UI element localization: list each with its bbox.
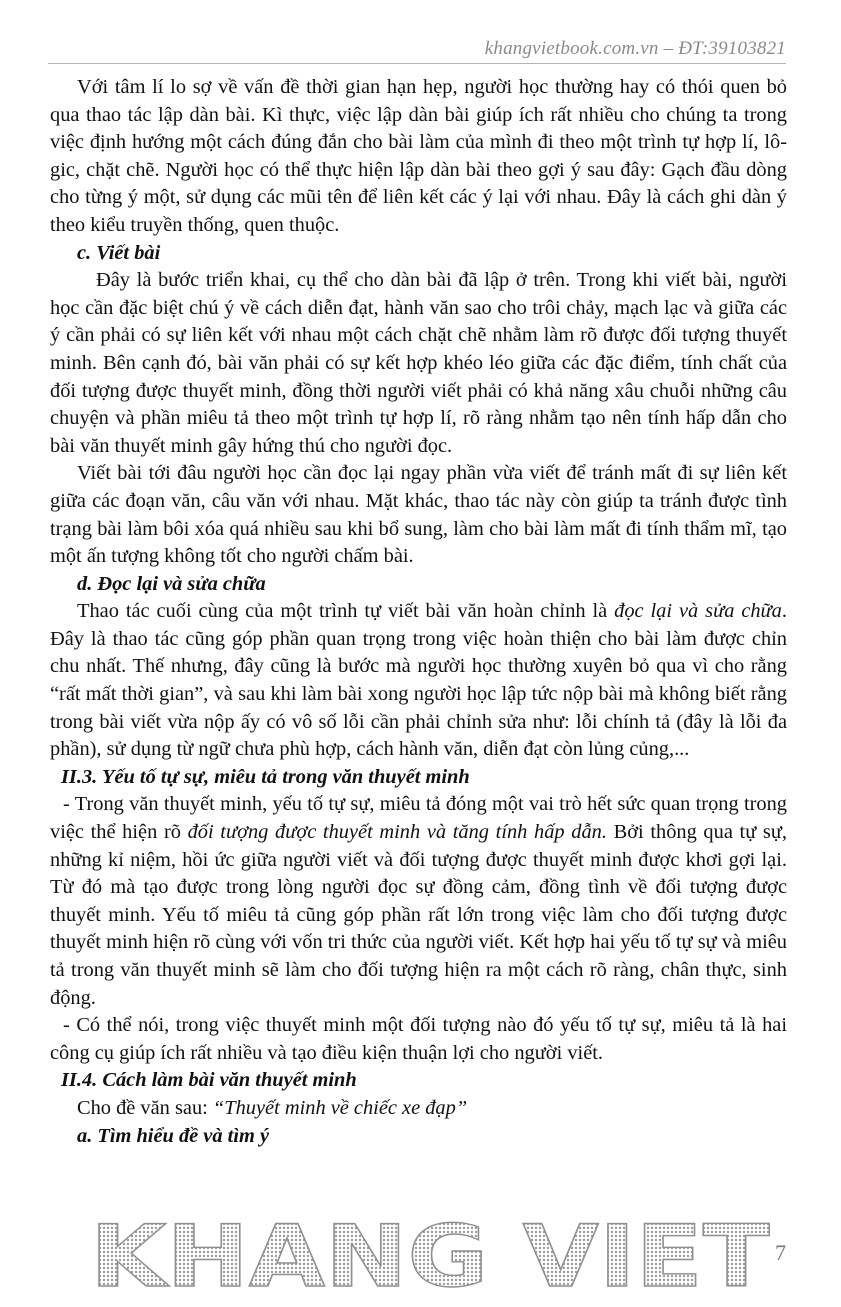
paragraph-doc-lai-ngay: Viết bài tới đâu người học cần đọc lại ngay phần vừa viết để tránh mất đi sự liên kết giữa các đoạn văn, câu văn với nhau. Mặt khác, thao tác này còn giúp ta tránh được tình trạng bài làm bôi xóa quá nhiều sau khi bổ sung, làm cho bài làm mất đi tính thẩm mĩ, tạo một ấn tượng không tốt cho người chấm bài.	[50, 462, 787, 568]
heading-doc-lai-sua-chua: d. Đọc lại và sửa chữa	[77, 572, 266, 595]
text-run: . Đây là thao tác cũng góp phần quan trọng trong việc hoàn thiện cho bài làm được chỉn chu nhất. Thế nhưng, đây cũng là bước mà người học thường xuyên bỏ qua vì cho rằng “rất mất thời gian”, và sau khi làm bài xong người học lập tức nộp bài mà không biết rằng trong bài viết vừa nộp ấy có vô số lỗi cần phải chỉnh sửa như: lỗi chính tả (đây là lỗi đa phần), sử dụng từ ngữ chưa phù hợp, cách hành văn, diễn đạt còn lủng củng,...	[50, 600, 787, 761]
paragraph-sua-chua	[50, 598, 787, 764]
emphasis-text: đọc lại và sửa chữa	[614, 600, 782, 623]
paragraph-dan-bai: Với tâm lí lo sợ về vấn đề thời gian hạn hẹp, người học thường hay có thói quen bỏ qua thao tác lập dàn bài. Kì thực, việc lập dàn bài giúp ích rất nhiều cho chúng ta trong việc định hướng một cách đúng đắn cho bài làm của mình đi theo một trình tự hợp lí, lô-gic, chặt chẽ. Người học có thể thực hiện lập dàn bài theo gợi ý sau đây: Gạch đầu dòng cho từng ý một, sử dụng các mũi tên để liên kết các ý lại với nhau. Đây là cách ghi dàn ý theo kiểu truyền thống, quen thuộc.	[50, 76, 787, 236]
heading-ii4: II.4. Cách làm bài văn thuyết minh	[61, 1069, 357, 1092]
emphasis-text: đối tượng được thuyết minh và tăng tính hấp dẫn.	[187, 821, 607, 844]
text-run: Cho đề văn sau:	[77, 1096, 213, 1119]
paragraph-de-van	[50, 1095, 787, 1123]
paragraph-cong-cu: - Có thể nói, trong việc thuyết minh một đối tượng nào đó yếu tố tự sự, miêu tả là hai công cụ giúp ích rất nhiều và tạo điều kiện thuận lợi cho người viết.	[50, 1014, 787, 1064]
paragraph-tu-su-mieu-ta	[50, 791, 787, 1012]
header-site-text: khangvietbook.com.vn – ĐT:39103821	[484, 38, 786, 59]
text-run: - Trong văn thuyết minh, yếu tố tự sự, miêu tả đóng một vai trò hết sức quan trọng trong việc thể hiện rõ	[50, 793, 787, 844]
heading-viet-bai: c. Viết bài	[77, 241, 161, 264]
heading-tim-hieu-de: a. Tìm hiểu đề và tìm ý	[77, 1124, 269, 1147]
emphasis-text: “Thuyết minh về chiếc xe đạp”	[212, 1096, 468, 1119]
page-number: 7	[775, 1240, 786, 1265]
paragraph-trien-khai: Đây là bước triển khai, cụ thể cho dàn bài đã lập ở trên. Trong khi viết bài, người học cần đặc biệt chú ý về cách diễn đạt, hành văn sao cho trôi chảy, mạch lạc và giữa các ý cần phải có sự liên kết với nhau một cách chặt chẽ nhằm làm rõ được đối tượng thuyết minh. Bên cạnh đó, bài văn phải có sự kết hợp khéo léo giữa các đặc điểm, tính chất của đối tượng được thuyết minh, đồng thời người viết phải có khả năng xâu chuỗi những câu chuyện và phần miêu tả theo một trình tự hợp lí, rõ ràng nhằm tạo nên tính hấp dẫn cho bài văn thuyết minh gây hứng thú cho người đọc.	[50, 269, 787, 457]
text-run: Thao tác cuối cùng của một trình tự viết bài văn hoàn chỉnh là	[77, 600, 615, 623]
watermark-text: KHANG VIET	[90, 1210, 770, 1296]
heading-ii3: II.3. Yếu tố tự sự, miêu tả trong văn thuyết minh	[61, 765, 470, 788]
header-rule	[48, 63, 786, 64]
body-text	[50, 74, 787, 1150]
text-run: Bởi thông qua tự sự, những kỉ niệm, hồi ức giữa người viết và đối tượng được thuyết minh được khơi gợi lại. Từ đó mà tạo được trong lòng người đọc sự đồng cảm, đồng tình về đối tượng được thuyết minh. Yếu tố miêu tả cũng góp phần rất lớn trong việc làm cho đối tượng được thuyết minh hiện rõ cùng với vốn tri thức của người viết. Kết hợp hai yếu tố tự sự và miêu tả trong văn thuyết minh sẽ làm cho đối tượng hiện ra một cách rõ ràng, chân thực, sinh động.	[50, 821, 787, 1009]
khang-viet-watermark	[90, 1210, 770, 1296]
